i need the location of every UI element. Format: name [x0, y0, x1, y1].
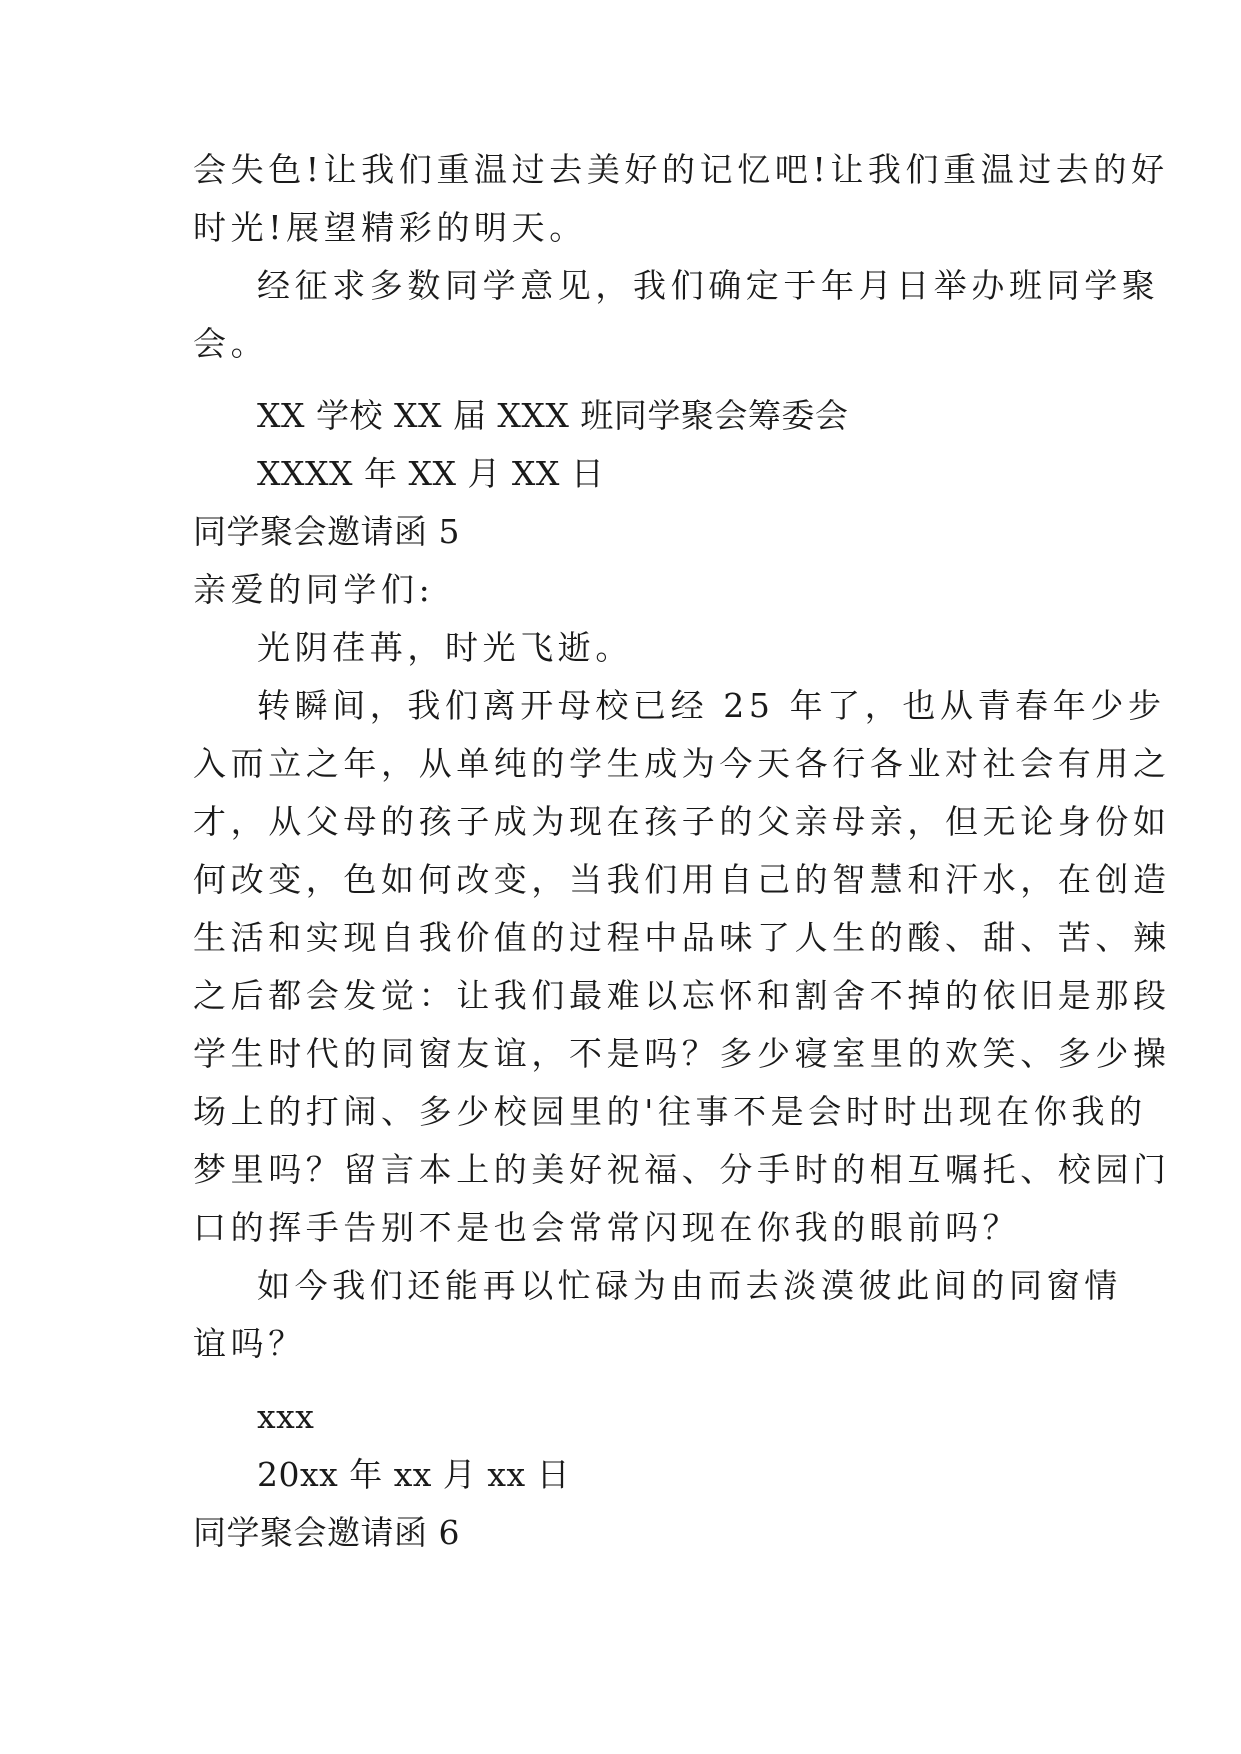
body-text-line: 时光!展望精彩的明天。 [193, 208, 587, 247]
body-text-line: 会失色!让我们重温过去美好的记忆吧!让我们重温过去的好 [193, 150, 1169, 189]
section-title: 同学聚会邀请函 6 [193, 1513, 460, 1552]
body-text-line: 光阴荏苒，时光飞逝。 [257, 628, 633, 667]
organizer-signature: XX 学校 XX 届 XXX 班同学聚会筹委会 [257, 396, 849, 435]
body-text-line: 生活和实现自我价值的过程中品味了人生的酸、甜、苦、辣 [193, 918, 1171, 957]
salutation: 亲爱的同学们: [193, 570, 435, 609]
section-title: 同学聚会邀请函 5 [193, 512, 460, 551]
sender-signature: xxx [257, 1397, 315, 1436]
body-text-line: 转瞬间，我们离开母校已经 25 年了，也从青春年少步 [257, 686, 1166, 725]
body-text-line: 口的挥手告别不是也会常常闪现在你我的眼前吗？ [193, 1208, 1021, 1247]
body-text-line: 经征求多数同学意见，我们确定于年月日举办班同学聚 [257, 266, 1160, 305]
body-text-line: 如今我们还能再以忙碌为由而去淡漠彼此间的同窗情 [257, 1266, 1122, 1305]
body-text-line: 谊吗？ [193, 1324, 306, 1363]
body-text-line: 会。 [193, 324, 269, 363]
body-text-line: 之后都会发觉：让我们最难以忘怀和割舍不掉的依旧是那段 [193, 976, 1171, 1015]
body-text-line: 场上的打闹、多少校园里的'往事不是会时时出现在你我的 [193, 1092, 1147, 1131]
body-text-line: 才，从父母的孩子成为现在孩子的父亲母亲，但无论身份如 [193, 802, 1171, 841]
body-text-line: 学生时代的同窗友谊，不是吗？多少寝室里的欢笑、多少操 [193, 1034, 1171, 1073]
body-text-line: 入而立之年，从单纯的学生成为今天各行各业对社会有用之 [193, 744, 1171, 783]
body-text-line: 何改变，色如何改变，当我们用自己的智慧和汗水，在创造 [193, 860, 1171, 899]
body-text-line: 梦里吗？留言本上的美好祝福、分手时的相互嘱托、校园门 [193, 1150, 1171, 1189]
signature-date: XXXX 年 XX 月 XX 日 [257, 454, 605, 493]
signature-date: 20xx 年 xx 月 xx 日 [257, 1455, 571, 1494]
